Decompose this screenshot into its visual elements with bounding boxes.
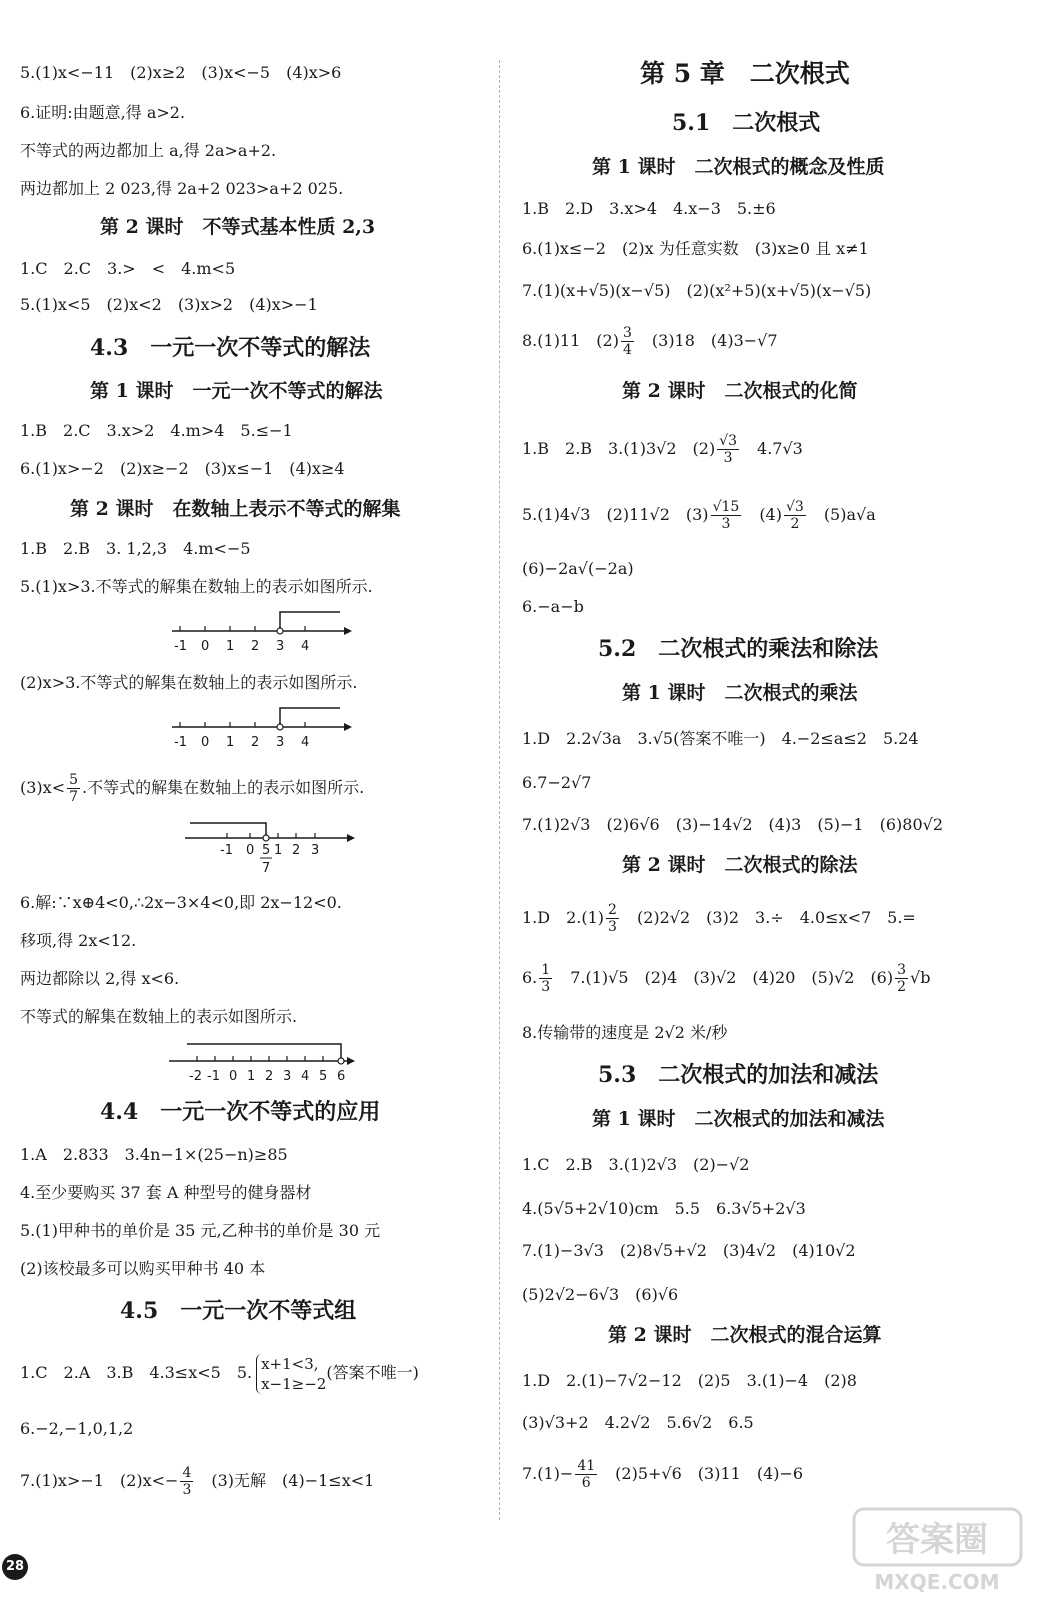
tick-label: -1 (220, 843, 233, 858)
tick-label: 1 (226, 735, 235, 750)
tick-label: 4 (301, 735, 310, 750)
lesson-heading: 第 2 课时 二次根式的混合运算 (608, 1324, 882, 1346)
answer-line: 6.−a−b (522, 597, 584, 616)
answer-line: (3)√3+2 4.2√2 5.6√2 6.5 (522, 1413, 754, 1432)
tick-label: 3 (311, 843, 320, 858)
answer-line: 两边都加上 2 023,得 2a+2 023>a+2 025. (20, 179, 344, 198)
text: (2)2√2 (3)2 3.÷ 4.0≤x<7 5.= (620, 908, 916, 927)
answer-line: 6.−2,−1,0,1,2 (20, 1419, 134, 1438)
tick-label: 2 (251, 735, 260, 750)
fraction: $\frac{4}{3}$ (182, 1465, 192, 1498)
answer-line: 6.解:∵x⊕4<0,∴2x−3×4<0,即 2x−12<0. (20, 893, 342, 912)
text: √b (910, 968, 931, 987)
answer-line (522, 494, 876, 536)
fraction: $\frac{5}{7}$ (69, 772, 79, 805)
answer-line: 4.(5√5+2√10)cm 5.5 6.3√5+2√3 (522, 1199, 806, 1218)
answer-line (522, 898, 916, 938)
lesson-heading: 第 1 课时 二次根式的加法和减法 (592, 1108, 885, 1130)
tick-label: -1 (174, 639, 187, 654)
answer-line (522, 322, 778, 360)
number-line-3 (165, 816, 365, 884)
answer-line: 5.(1)x<−11 (2)x≥2 (3)x<−5 (4)x>6 (20, 63, 342, 82)
text: 7.(1)√5 (2)4 (3)√2 (4)20 (5)√2 (6) (554, 968, 894, 987)
answer-line: 7.(1)(x+√5)(x−√5) (2)(x²+5)(x+√5)(x−√5) (522, 281, 872, 300)
answer-line: 移项,得 2x<12. (20, 931, 137, 950)
tick-label: 2 (292, 843, 301, 858)
tick-label: 1 (247, 1069, 256, 1084)
fraction: $\frac{3}{4}$ (622, 325, 632, 358)
answer-line: 7.(1)−3√3 (2)8√5+√2 (3)4√2 (4)10√2 (522, 1241, 856, 1260)
answer-line: 1.B 2.D 3.x>4 4.x−3 5.±6 (522, 199, 776, 218)
text: (3)无解 (4)−1≤x<1 (195, 1471, 375, 1490)
text: 1.C 2.A 3.B 4.3≤x<5 5. (20, 1363, 253, 1382)
answer-line: (2)x>3.不等式的解集在数轴上的表示如图所示. (20, 673, 358, 692)
answer-line: 4.至少要购买 37 套 A 种型号的健身器材 (20, 1183, 312, 1202)
watermark-logo (850, 1505, 1025, 1595)
answer-line: (6)−2a√(−2a) (522, 559, 634, 578)
answer-line: 不等式的解集在数轴上的表示如图所示. (20, 1007, 298, 1026)
number-line-1 (170, 606, 360, 660)
section-heading: 5.1 二次根式 (672, 110, 821, 136)
lesson-heading: 第 1 课时 二次根式的概念及性质 (592, 156, 885, 178)
text: (5)a√a (807, 505, 876, 524)
tick-label: 2 (265, 1069, 274, 1084)
fraction: $\frac{41}{6}$ (577, 1458, 596, 1491)
answer-line (20, 1462, 374, 1500)
section-heading: 5.2 二次根式的乘法和除法 (598, 636, 879, 662)
number-line-4 (165, 1036, 365, 1090)
section-heading: 4.3 一元一次不等式的解法 (90, 335, 371, 361)
svg-text:答案圈: 答案圈 (886, 1520, 988, 1560)
answer-line: (5)2√2−6√3 (6)√6 (522, 1285, 679, 1304)
answer-line (20, 1346, 419, 1400)
tick-label: 5 (262, 843, 271, 858)
fraction: $\frac{2}{3}$ (608, 902, 617, 935)
answer-line (522, 1454, 803, 1494)
answer-line (20, 772, 364, 805)
section-heading: 5.3 二次根式的加法和减法 (598, 1062, 879, 1088)
inequality-system: x+1<3, x−1≥−2 (256, 1354, 326, 1394)
lesson-heading: 第 2 课时 不等式基本性质 2,3 (100, 216, 376, 238)
answer-line: 1.C 2.B 3.(1)2√3 (2)−√2 (522, 1155, 750, 1174)
answer-line: 6.证明:由题意,得 a>2. (20, 103, 186, 122)
fraction: $\frac{√3}{3}$ (719, 433, 738, 466)
text: (4) (743, 505, 782, 524)
tick-label: 3 (276, 639, 285, 654)
text: 1.D 2.(1) (522, 908, 605, 927)
lesson-heading: 第 2 课时 二次根式的化简 (622, 380, 858, 402)
tick-label: 3 (276, 735, 285, 750)
text: 8.(1)11 (2) (522, 331, 619, 350)
right-column (522, 0, 1022, 1600)
text: (2)5+√6 (3)11 (4)−6 (599, 1464, 804, 1483)
tick-label: 0 (201, 639, 210, 654)
answer-line: 6.(1)x>−2 (2)x≥−2 (3)x≤−1 (4)x≥4 (20, 459, 345, 478)
section-heading: 4.4 一元一次不等式的应用 (100, 1099, 381, 1125)
number-line-2 (170, 702, 360, 756)
answer-line (522, 958, 930, 998)
text: 1.B 2.B 3.(1)3√2 (2) (522, 439, 716, 458)
tick-label: 4 (301, 639, 310, 654)
answer-line: 5.(1)x>3.不等式的解集在数轴上的表示如图所示. (20, 577, 373, 596)
answer-line: 两边都除以 2,得 x<6. (20, 969, 180, 988)
left-column (20, 0, 490, 1600)
answer-line: 5.(1)x<5 (2)x<2 (3)x>2 (4)x>−1 (20, 295, 318, 314)
answer-line: (2)该校最多可以购买甲种书 40 本 (20, 1259, 266, 1278)
text: 7.(1)− (522, 1464, 574, 1483)
tick-label: 1 (274, 843, 283, 858)
tick-label: 4 (301, 1069, 310, 1084)
text: .不等式的解集在数轴上的表示如图所示. (82, 778, 365, 797)
answer-line: 1.D 2.2√3a 3.√5(答案不唯一) 4.−2≤a≤2 5.24 (522, 729, 919, 748)
tick-label: 1 (226, 639, 235, 654)
column-divider (499, 60, 500, 1520)
text: (答案不唯一) (326, 1363, 419, 1382)
tick-label: 0 (229, 1069, 238, 1084)
section-heading: 4.5 一元一次不等式组 (120, 1298, 357, 1324)
answer-line: 1.B 2.B 3. 1,2,3 4.m<−5 (20, 539, 251, 558)
text: (3)18 (4)3−√7 (635, 331, 778, 350)
fraction: $\frac{1}{3}$ (541, 962, 551, 995)
tick-label: 7 (262, 861, 271, 876)
lesson-heading: 第 2 课时 在数轴上表示不等式的解集 (70, 498, 401, 520)
answer-line: 7.(1)2√3 (2)6√6 (3)−14√2 (4)3 (5)−1 (6)80√2 (522, 815, 944, 834)
fraction: $\frac{3}{2}$ (897, 962, 907, 995)
fraction: $\frac{√3}{2}$ (785, 499, 804, 532)
text: 5.(1)4√3 (2)11√2 (3) (522, 505, 709, 524)
answer-line: 6.(1)x≤−2 (2)x 为任意实数 (3)x≥0 且 x≠1 (522, 239, 869, 258)
text: 7.(1)x>−1 (2)x<− (20, 1471, 179, 1490)
answer-line: 8.传输带的速度是 2√2 米/秒 (522, 1023, 728, 1042)
tick-label: 2 (251, 639, 260, 654)
lesson-heading: 第 1 课时 一元一次不等式的解法 (90, 380, 383, 402)
tick-label: 3 (283, 1069, 292, 1084)
tick-label: 0 (246, 843, 255, 858)
svg-text:MXQE.COM: MXQE.COM (874, 1570, 1000, 1594)
answer-line: 1.B 2.C 3.x>2 4.m>4 5.≤−1 (20, 421, 293, 440)
tick-label: 5 (319, 1069, 328, 1084)
page-number: 28 (2, 1554, 28, 1580)
tick-label: -2 (189, 1069, 202, 1084)
answer-line: 1.D 2.(1)−7√2−12 (2)5 3.(1)−4 (2)8 (522, 1371, 857, 1390)
lesson-heading: 第 1 课时 二次根式的乘法 (622, 682, 858, 704)
answer-line: 6.7−2√7 (522, 773, 592, 792)
tick-label: 0 (201, 735, 210, 750)
tick-label: -1 (174, 735, 187, 750)
answer-line (522, 428, 803, 470)
answer-line: 1.A 2.833 3.4n−1×(25−n)≥85 (20, 1145, 288, 1164)
text: 4.7√3 (741, 439, 803, 458)
text: (3)x< (20, 778, 66, 797)
answer-line: 5.(1)甲种书的单价是 35 元,乙种书的单价是 30 元 (20, 1221, 381, 1240)
text: 6. (522, 968, 538, 987)
answer-line: 1.C 2.C 3.> < 4.m<5 (20, 259, 236, 278)
lesson-heading: 第 2 课时 二次根式的除法 (622, 854, 858, 876)
answer-line: 不等式的两边都加上 a,得 2a>a+2. (20, 141, 277, 160)
fraction: $\frac{√15}{3}$ (712, 499, 740, 532)
tick-label: 6 (337, 1069, 346, 1084)
chapter-title: 第 5 章 二次根式 (640, 59, 850, 88)
tick-label: -1 (207, 1069, 220, 1084)
